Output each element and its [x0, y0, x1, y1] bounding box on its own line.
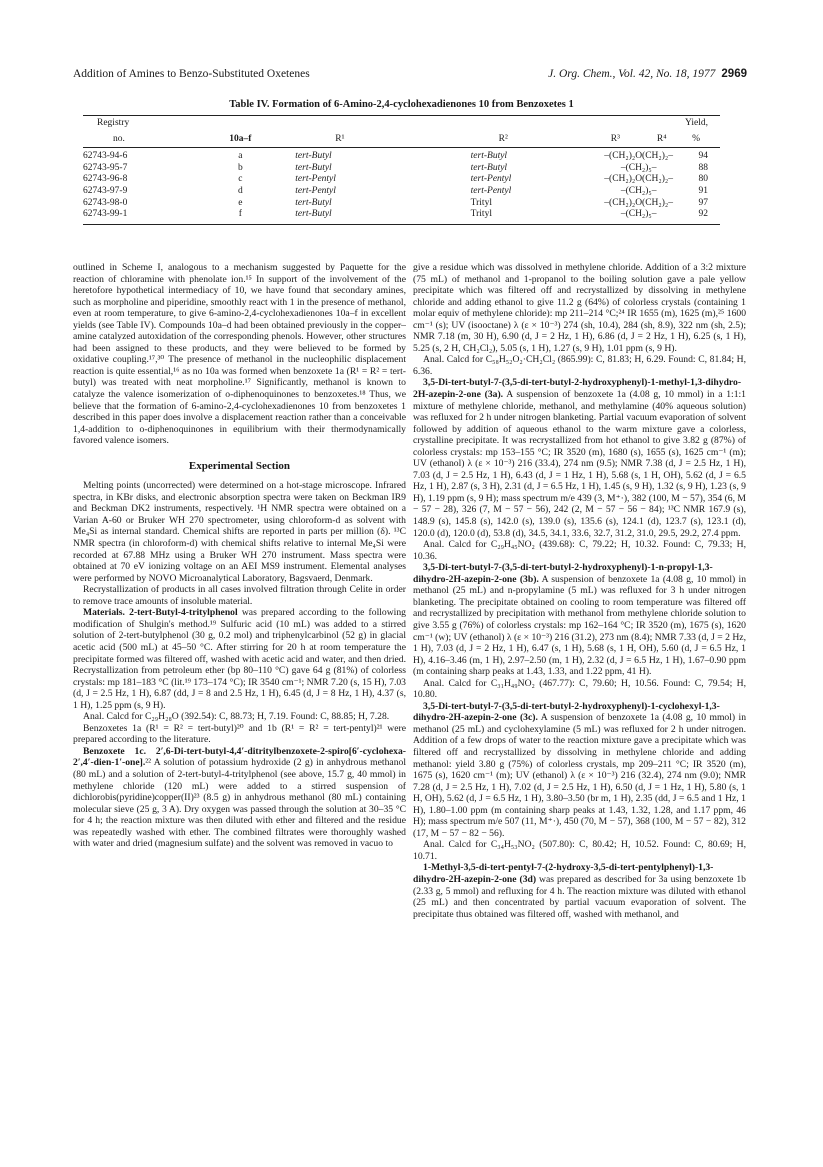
left-column: [73, 262, 406, 850]
body-paragraph: Anal. Calcd for C₅₈H₅₂O₂·CH₂Cl₂ (865.99): C, 81.83; H, 6.29. Found: C, 81.84; H, 6.36.: [413, 354, 746, 377]
r2-cell: Trityl: [470, 197, 492, 208]
header-yield-line2: %: [685, 132, 720, 148]
yield-cell: 80: [698, 174, 708, 185]
table-row: [83, 174, 720, 186]
runin-heading: Benzoxete 1c. 2′,6-Di-tert-butyl-4,4′-ditritylbenzoxete-2-spiro[6′-cyclohexa-2′,4′-dien-1′-one].: [73, 745, 406, 769]
runin-heading: 3,5-Di-tert-butyl-7-(3,5-di-tert-butyl-2-hydroxyphenyl)-1-methyl-1,3-dihydro-2H-azepin-2-one (3a).: [413, 377, 742, 401]
page-number: 2969: [721, 68, 747, 80]
header-yield-line1: Yield,: [685, 118, 708, 128]
table-row: [83, 209, 720, 224]
runin-heading: 3,5-Di-tert-butyl-7-(3,5-di-tert-butyl-2-hydroxyphenyl)-1-cyclohexyl-1,3-dihydro-2H-azepin-2-one (3c).: [413, 700, 720, 724]
body-paragraph: [413, 377, 746, 539]
r1-cell: tert-Pentyl: [295, 174, 336, 185]
body-paragraph: outlined in Scheme I, analogous to a mechanism suggested by Paquette for the reaction of chloramine with phenolate ion.¹⁵ In support of the involvement of the heretofore hypothetical intermediacy of 10, we have found that secondary amines, such as morpholine and piperidine, smoothly react with 1 in the presence of methanol, even at room temperature, to give 6-amino-2,4-cyclohexadienones 10a–f in excellent yields (see Table IV). Compounds 10a–d had been obtained previously in the copper–amine catalyzed autoxidation of the corresponding phenols. However, other structures had been assigned to these products, and they were believed to be formed by oxidative coupling.¹⁷,³⁰ The presence of methanol in the nucleophilic displacement reaction is quite essential,¹⁶ as no 10a was formed when benzoxete 1a (R¹ = R² = tert-butyl) was treated with neat morpholine.¹⁷ Significantly, methanol is known to catalyze the valence isomerization of o-diphenoquinones to benzoxetes.¹⁸ Thus, we believe that the formation of 6-amino-2,4-cyclohexadienones 10 from benzoxetes 1 described in this paper does involve a displacement reaction rather than a conceivable 1,4-addition to o-diphenoquinones in equilibrium with their thermodynamically favored valence isomers.: [73, 262, 406, 447]
registry-cell: 62743-95-7: [83, 162, 128, 173]
header-r1: R¹: [273, 132, 452, 148]
body-paragraph: [413, 862, 746, 920]
right-column: [413, 262, 746, 920]
registry-cell: 62743-98-0: [83, 197, 128, 208]
r1-cell: tert-Butyl: [273, 209, 452, 224]
header-r3: R³: [610, 133, 620, 144]
body-paragraph: Anal. Calcd for C₃₁H₄₉NO₂ (467.77): C, 79.60; H, 10.56. Found: C, 79.54; H, 10.80.: [413, 677, 746, 701]
paragraph-text: was prepared according to the following modification of Shulgin's method.¹⁹ Sulfuric acid (10 mL) was added to a stirred solution of 2-tert-butylphenol (30 g, 0.2 mol) and triphenylcarbinol (52 g) in glacial acetic acid (500 mL) at 45–50 °C. After stirring for 20 h at room temperature the precipitate formed was filtered off, washed with acetic acid and water, and then dried. Recrystallization from petroleum ether (bp 80–110 °C) gave 64 g (81%) of colorless crystals: mp 181–183 °C (lit.¹⁹ 173–174 °C); IR 3540 cm⁻¹; NMR 7.20 (s, 15 H), 7.03 (d, J = 2.5 Hz, 1 H), 6.87 (dd, J = 8 and 2.5 Hz, 1 H), 6.45 (d, J = 8 Hz, 1 H), 4.37 (s, 1 H), 1.25 ppm (s, 9 H).: [73, 607, 406, 711]
registry-cell: 62743-94-6: [83, 151, 128, 162]
header-registry-line1: Registry: [97, 118, 130, 128]
r1-cell: tert-Pentyl: [295, 185, 336, 196]
compound-cell: f: [207, 209, 273, 224]
r3-r4-cell: –(CH₂)₅–: [620, 162, 657, 173]
compound-cell: e: [238, 197, 243, 208]
paragraph-text: A suspension of benzoxete 1a (4.08 g, 10 mmol) in methanol (25 mL) and n-propylamine (5 mL) was refluxed for 3 h under nitrogen blanketing. The precipitate obtained on cooling to room temperature was filtered off and recrystallized by precipitation with methanol from methylene chloride solution to give 3.55 g (76%) of colorless crystals: mp 162–164 °C; IR 3520 (m), 1675 (s), 1620 cm⁻¹ (w); UV (ethanol) λ (ε × 10⁻³) 216 (31.2), 273 nm (8.4); NMR 7.33 (d, J = 2 Hz, 1 H), 7.03 (d, J = 2 Hz, 1 H), 6.47 (s, 1 H), 5.68 (s, 1 H, OH), 5.60 (d, J = 6.5 Hz, 1 H), 4.16–3.46 (m, 1 H), 2.97–2.50 (m, 1 H), 2.32 (d, J = 6.5 Hz, 1 H), 1.67–0.90 ppm (m containing sharp peaks at 1.43, 1.33, and 1.22 ppm, 41 H).: [413, 573, 747, 678]
body-paragraph: [413, 701, 746, 840]
yield-cell: 94: [698, 151, 708, 162]
table-row: [83, 186, 720, 198]
header-compound: 10a–f: [207, 132, 273, 148]
paragraph-text: A suspension of benzoxete 1a (4.08 g, 10 mmol) in methanol (25 mL) and cyclohexylamine (5 mL) was refluxed for 2 h under nitrogen. Addition of a few drops of water to the reaction mixture gave a precipitate which was filtered off and recrystallized by dissolving in methylene chloride and adding methanol: yield 3.80 g (75%) of colorless crystals, mp 209–211 °C; IR 3520 (m), 1675 (s), 1620 cm⁻¹ (m); UV (ethanol) λ (ε × 10⁻³) 216 (32.4), 274 nm (9.0); NMR 7.28 (d, J = 2.5 Hz, 1 H), 7.02 (d, J = 2.5 Hz, 1 H), 6.50 (d, J = 1 Hz, 1 H), 5.80 (s, 1 H, OH), 5.62 (d, J = 6.5 Hz, 1 H), 3.80–3.50 (br m, 1 H), 2.35 (dd, J = 6.5 and 1 Hz, 1 H), 1.80–1.00 ppm (m containing sharp peaks at 1.43, 1.32, 1.28, and 1.17 ppm, 46 H); mass spectrum m/e 507 (11, M⁺·), 450 (70, M − 57), 368 (100, M − 57 − 82), 312 (17, M − 57 − 82 − 56).: [413, 712, 747, 839]
body-paragraph: Anal. Calcd for C₂₉H₂₈O (392.54): C, 88.73; H, 7.19. Found: C, 88.85; H, 7.28.: [83, 711, 390, 723]
r1-cell: tert-Butyl: [295, 197, 332, 208]
section-heading: Experimental Section: [188, 459, 291, 472]
r3-r4-cell: –(CH₂)₂O(CH₂)₂–: [604, 151, 673, 162]
table-row: [83, 163, 720, 175]
body-paragraph: Recrystallization of products in all cases involved filtration through Celite in order to remove trace amounts of insoluble material.: [73, 584, 406, 607]
r2-cell: tert-Pentyl: [470, 185, 512, 196]
r3-r4-cell: –(CH₂)₅–: [620, 185, 657, 196]
journal-name: J. Org. Chem., Vol. 42, No. 18, 1977: [548, 68, 716, 80]
r3-r4-cell: –(CH₂)₂O(CH₂)₂–: [604, 174, 673, 185]
paragraph-text: ²² A solution of potassium hydroxide (2 g) in anhydrous methanol (80 mL) and a solution of 2-tert-butyl-4-tritylphenol (see above, 15.7 g, 40 mmol) in methylene chloride (120 mL) were added to a stirred suspension of dichlorobis(pyridine)copper(II)²³ (8.5 g) in anhydrous methanol (80 mL) containing molecular sieve (25 g, 3 A). Dry oxygen was passed through the solution at 30–35 °C for 4 h; the reaction mixture was then diluted with ether and filtered and the residue was repeatedly washed with ether. The combined filtrates were thoroughly washed with water and dried (magnesium sulfate) and the solvent was removed in vacuo to: [73, 757, 406, 850]
body-paragraph: Melting points (uncorrected) were determined on a hot-stage microscope. Infrared spectra, in KBr disks, and electronic absorption spectra were taken on Beckman IR9 and Beckman DK2 instruments, respectively. ¹H NMR spectra were obtained on a Varian A-60 or Bruker WH 270 spectrometer, using chloroform-d as solvent with Me₄Si as internal standard. Chemical shifts are reported in parts per million (δ). ¹³C NMR spectra (in chloroform-d) with chemical shifts relative to internal Me₄Si were recorded at 67.88 MHz using a Bruker WH 270 instrument. Mass spectra were obtained at 70 eV ionizing voltage on an AEI MS9 instrument. Elemental analyses were performed by NOVO Microanalytical Laboratory, Bagsvaerd, Denmark.: [73, 480, 406, 584]
body-paragraph: [73, 746, 406, 850]
yield-cell: 91: [698, 185, 708, 196]
yield-cell: 92: [685, 209, 720, 224]
running-head: [73, 68, 747, 84]
r1-cell: tert-Butyl: [295, 151, 332, 162]
table-caption: Table IV. Formation of 6-Amino-2,4-cyclohexadienones 10 from Benzoxetes 1: [229, 99, 574, 110]
body-paragraph: Benzoxetes 1a (R¹ = R² = tert-butyl)²⁰ and 1b (R¹ = R² = tert-pentyl)²¹ were prepared according to the literature.: [73, 722, 406, 746]
paragraph-text: A suspension of benzoxete 1a (4.08 g, 10 mmol) in a 1:1:1 mixture of methylene chloride, methanol, and methylamine (40% aqueous solution) was refluxed for 2 h under nitrogen blanketing. Partial vacuum evaporation of solvent followed by addition of aqueous ethanol to the warm mixture gave a colorless, crystalline precipitate. It was recrystallized from hot ethanol to give 3.82 g (87%) of colorless crystals: mp 153–155 °C; IR 3520 (m), 1680 (s), 1655 (s), 1625 cm⁻¹ (m); UV (ethanol) λ (ε × 10⁻³) 216 (33.4), 274 nm (9.5); NMR 7.38 (d, J = 2.5 Hz, 1 H), 7.03 (d, J = 2.5 Hz, 1 H), 6.43 (d, J = 1 Hz, 1 H), 5.68 (s, 1 H, OH), 5.62 (d, J = 6.5 Hz, 1 H), 2.87 (s, 3 H), 2.31 (d, J = 6.5 Hz, 1 H), 1.45 (s, 9 H), 1.32 (s, 9 H), 1.23 (s, 9 H), 1.19 ppm (s, 9 H); mass spectrum m/e 439 (3, M⁺·), 382 (100, M − 57), 354 (6, M − 57 − 28), 326 (7, M − 57 − 56), 242 (2, M − 57 − 56 − 84); ¹³C NMR 167.9 (s), 148.9 (s), 145.8 (s), 142.0 (s), 139.0 (s), 135.6 (s), 124.1 (d), 123.7 (s), 123.1 (d), 120.0 (d), 120.0 (d), 53.8 (d), 34.5, 34.1, 33.6, 32.7, 31.2, 31.0, 29.5, 29.2, 27.4 ppm.: [413, 389, 746, 539]
table-iv: [83, 99, 720, 225]
r2-cell: tert-Butyl: [470, 162, 508, 173]
body-paragraph: give a residue which was dissolved in methylene chloride. Addition of a 3:2 mixture (75 mL) of methanol and 1-propanol to the boiling solution gave a pale yellow precipitate which was filtered off and recrystallized by dissolving in methylene chloride and adding ethanol to give 11.2 g (64%) of colorless crystals (containing 1 molar equiv of methylene chloride): mp 211–214 °C;²⁴ IR 1655 (m), 1625 (m),²⁵ 1600 cm⁻¹ (s); UV (isooctane) λ (ε × 10⁻³) 274 (sh, 10.4), 284 (sh, 8.9), 322 nm (sh, 2.5); NMR 7.18 (m, 30 H), 6.90 (d, J = 2 Hz, 1 H), 6.86 (d, J = 2 Hz, 1 H), 6.25 (s, 1 H), 5.25 (s, 2 H, CH₂Cl₂), 5.05 (s, 1 H), 1.27 (s, 9 H), 1.01 ppm (s, 9 H).: [413, 262, 746, 354]
r2-cell: tert-Pentyl: [470, 174, 512, 185]
compound-cell: d: [237, 185, 243, 196]
paragraph-text: was prepared as described for 3a using benzoxete 1b (2.33 g, 5 mmol) and refluxing for 4 h. The reaction mixture was diluted with ethanol (25 mL) and then concentrated by partial vacuum evaporation of solvent. The precipitate thus obtained was filtered off, washed with methanol, and: [413, 873, 746, 920]
header-r2: R²: [453, 132, 593, 148]
runin-heading: 1-Methyl-3,5-di-tert-pentyl-7-(2-hydroxy-3,5-di-tert-pentylphenyl)-1,3-dihydro-2H-azepin-2-one (3d): [413, 862, 714, 885]
r3-r4-cell: –(CH₂)₅–: [592, 209, 685, 224]
body-paragraph: Anal. Calcd for C₂₉H₄₅NO₂ (439.68): C, 79.22; H, 10.32. Found: C, 79.33; H, 10.36.: [413, 539, 746, 562]
runin-heading: 3,5-Di-tert-butyl-7-(3,5-di-tert-butyl-2-hydroxyphenyl)-1-n-propyl-1,3-dihydro-2H-azepin-2-one (3b).: [413, 562, 713, 585]
registry-cell: 62743-97-9: [83, 185, 128, 196]
table-row: [83, 198, 720, 210]
r2-cell: Trityl: [453, 209, 593, 224]
r2-cell: tert-Butyl: [470, 151, 508, 162]
yield-cell: 88: [698, 162, 708, 173]
compound-cell: c: [238, 174, 243, 185]
yield-cell: 97: [698, 197, 708, 208]
r3-r4-cell: –(CH₂)₂O(CH₂)₂–: [604, 197, 673, 208]
table-row: [83, 148, 720, 163]
header-r4: R⁴: [656, 133, 667, 144]
registry-cell: 62743-96-8: [83, 174, 128, 185]
body-paragraph: Anal. Calcd for C₃₄H₅₃NO₂ (507.80): C, 80.42; H, 10.52. Found: C, 80.69; H, 10.71.: [413, 839, 746, 862]
amination-table: [83, 116, 720, 225]
compound-cell: a: [238, 151, 243, 162]
header-registry-line2: no.: [83, 132, 207, 148]
article-running-title: Addition of Amines to Benzo-Substituted Oxetenes: [73, 68, 310, 80]
journal-citation: [548, 68, 747, 80]
runin-heading: Materials. 2-tert-Butyl-4-tritylphenol: [83, 607, 238, 619]
body-paragraph: [413, 562, 746, 677]
body-paragraph: [73, 607, 406, 711]
registry-cell: 62743-99-1: [83, 209, 207, 224]
r1-cell: tert-Butyl: [295, 162, 332, 173]
compound-cell: b: [237, 162, 243, 173]
